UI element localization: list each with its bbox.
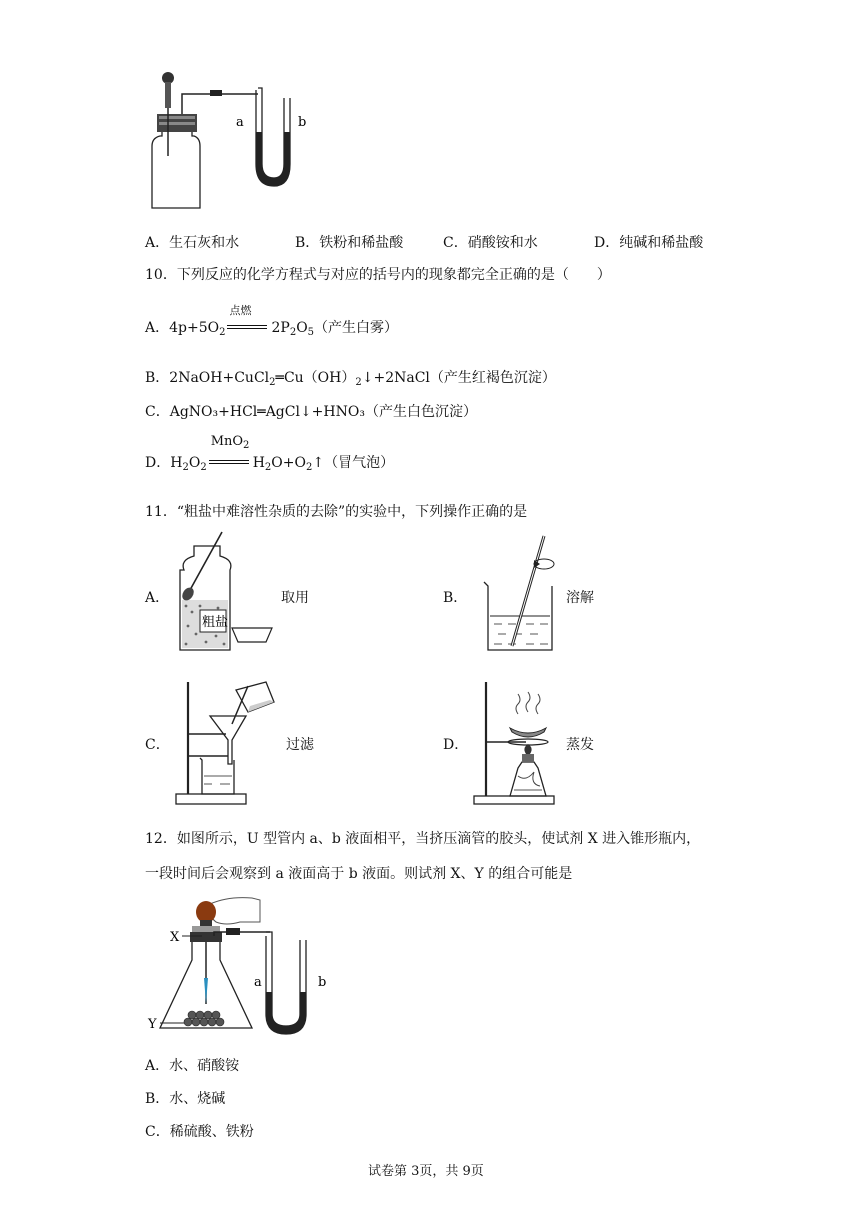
q11-option-c-label: 过滤	[286, 737, 314, 753]
q10-b-text3: ↓+2NaCl（产生红褐色沉淀）	[361, 370, 556, 386]
q10-d-left-sub1: 2	[182, 462, 189, 473]
q10-option-c[interactable]	[145, 401, 477, 421]
q11-option-a-label: 取用	[281, 590, 309, 606]
q12-label-y: Y	[148, 1017, 157, 1032]
q10-b-sub1: 2	[269, 377, 276, 388]
q12-option-c[interactable]	[145, 1121, 254, 1141]
q10-a-left-sub: 2	[219, 327, 226, 338]
q10-c-text: AgNO₃+HCl═AgCl↓+HNO₃（产生白色沉淀）	[169, 404, 477, 420]
q10-d-catalyst-text: MnO	[210, 434, 244, 449]
q12-stem-line2: 一段时间后会观察到 a 液面高于 b 液面。则试剂 X、Y 的组合可能是	[145, 866, 573, 882]
q11-option-b-letter[interactable]: B．	[443, 590, 468, 606]
q10-a-right: 2P	[271, 320, 290, 336]
q10-d-right3: ↑（冒气泡）	[312, 455, 395, 471]
q10-d-left: H	[170, 455, 183, 471]
q12-label-x: X	[170, 930, 180, 945]
q12-option-a[interactable]	[145, 1055, 239, 1075]
q9-label-b: b	[298, 115, 307, 130]
q12-option-b[interactable]	[145, 1088, 225, 1108]
q9-option-a-letter: A．	[145, 235, 170, 251]
q10-option-d[interactable]	[145, 434, 395, 473]
q9-apparatus-diagram	[140, 68, 320, 210]
q10-d-catalyst-arrow	[207, 434, 253, 470]
q10-b-sub2: 2	[355, 377, 362, 388]
q10-d-right1: H	[252, 455, 265, 471]
q12-option-b-letter: B．	[145, 1091, 170, 1107]
q11-option-d-letter[interactable]: D．	[443, 737, 469, 753]
q11-a-take-salt-diagram	[170, 530, 290, 655]
q12-stem-line1: 12．如图所示，U 型管内 a、b 液面相平，当挤压滴管的胶头，使试剂 X 进入锥形瓶内，	[145, 831, 701, 847]
q10-d-catalyst-sub: 2	[243, 440, 250, 451]
q11-b-dissolve-diagram	[478, 530, 568, 655]
q11-option-b-label: 溶解	[566, 590, 594, 606]
q10-stem: 10．下列反应的化学方程式与对应的括号内的现象都完全正确的是（ ）	[145, 267, 611, 283]
q10-d-left-mid: O	[188, 455, 201, 471]
q10-option-b-letter: B．	[145, 370, 170, 386]
q10-d-left-sub2: 2	[200, 462, 207, 473]
q12-option-b-text: 水、烧碱	[169, 1091, 226, 1107]
q10-a-condition: 点燃	[229, 304, 252, 317]
q10-d-right-sub1: 2	[264, 462, 272, 473]
q9-option-b[interactable]	[295, 232, 403, 252]
q10-a-note: （产生白雾）	[314, 320, 399, 336]
page-footer: 试卷第 3页，共 9页	[368, 1164, 484, 1179]
q12-option-c-letter: C．	[145, 1124, 170, 1140]
q10-a-right-mid: O	[296, 320, 308, 336]
q12-option-c-text: 稀硫酸、铁粉	[169, 1124, 254, 1140]
q10-option-b[interactable]	[145, 367, 556, 388]
q11-option-c-letter[interactable]: C．	[145, 737, 170, 753]
q12-apparatus-diagram	[140, 892, 340, 1042]
q9-option-c-text: 硝酸铵和水	[467, 235, 538, 251]
q10-a-right-sub1: 2	[289, 327, 297, 338]
q9-option-c-letter: C．	[443, 235, 468, 251]
q12-option-a-letter: A．	[145, 1058, 170, 1074]
q12-label-b: b	[318, 975, 327, 990]
q9-option-b-letter: B．	[295, 235, 320, 251]
q11-c-filter-diagram	[170, 672, 290, 810]
q10-d-right2: O+O	[271, 455, 306, 471]
q11-a-jar-label: 粗盐	[202, 615, 229, 630]
q10-option-d-letter: D．	[145, 455, 171, 471]
q10-b-text2: ═Cu（OH）	[275, 370, 356, 386]
q11-option-a-letter[interactable]: A．	[145, 590, 170, 606]
q9-option-a-text: 生石灰和水	[169, 235, 240, 251]
q10-a-right-sub2: 5	[307, 327, 315, 338]
q11-d-evaporate-diagram	[470, 672, 580, 810]
q10-b-text1: 2NaOH+CuCl	[169, 370, 270, 386]
q9-option-c[interactable]	[443, 232, 538, 252]
q10-option-a[interactable]	[145, 304, 399, 338]
q9-option-d[interactable]	[594, 232, 703, 252]
q9-option-d-letter: D．	[594, 235, 620, 251]
q12-option-a-text: 水、硝酸铵	[169, 1058, 240, 1074]
q10-a-condition-arrow	[225, 304, 271, 335]
q9-option-a[interactable]	[145, 232, 239, 252]
q9-option-d-text: 纯碱和稀盐酸	[619, 235, 704, 251]
q10-d-right-sub2: 2	[305, 462, 313, 473]
q9-label-a: a	[236, 115, 244, 130]
q10-d-catalyst	[211, 434, 250, 451]
q9-option-b-text: 铁粉和稀盐酸	[319, 235, 404, 251]
q10-option-c-letter: C．	[145, 404, 170, 420]
q12-label-a: a	[254, 975, 262, 990]
q10-a-left: 4p+5O	[169, 320, 220, 336]
q10-option-a-letter: A．	[145, 320, 170, 336]
q11-option-d-label: 蒸发	[566, 737, 594, 753]
q11-stem: 11．“粗盐中难溶性杂质的去除”的实验中，下列操作正确的是	[145, 504, 528, 520]
